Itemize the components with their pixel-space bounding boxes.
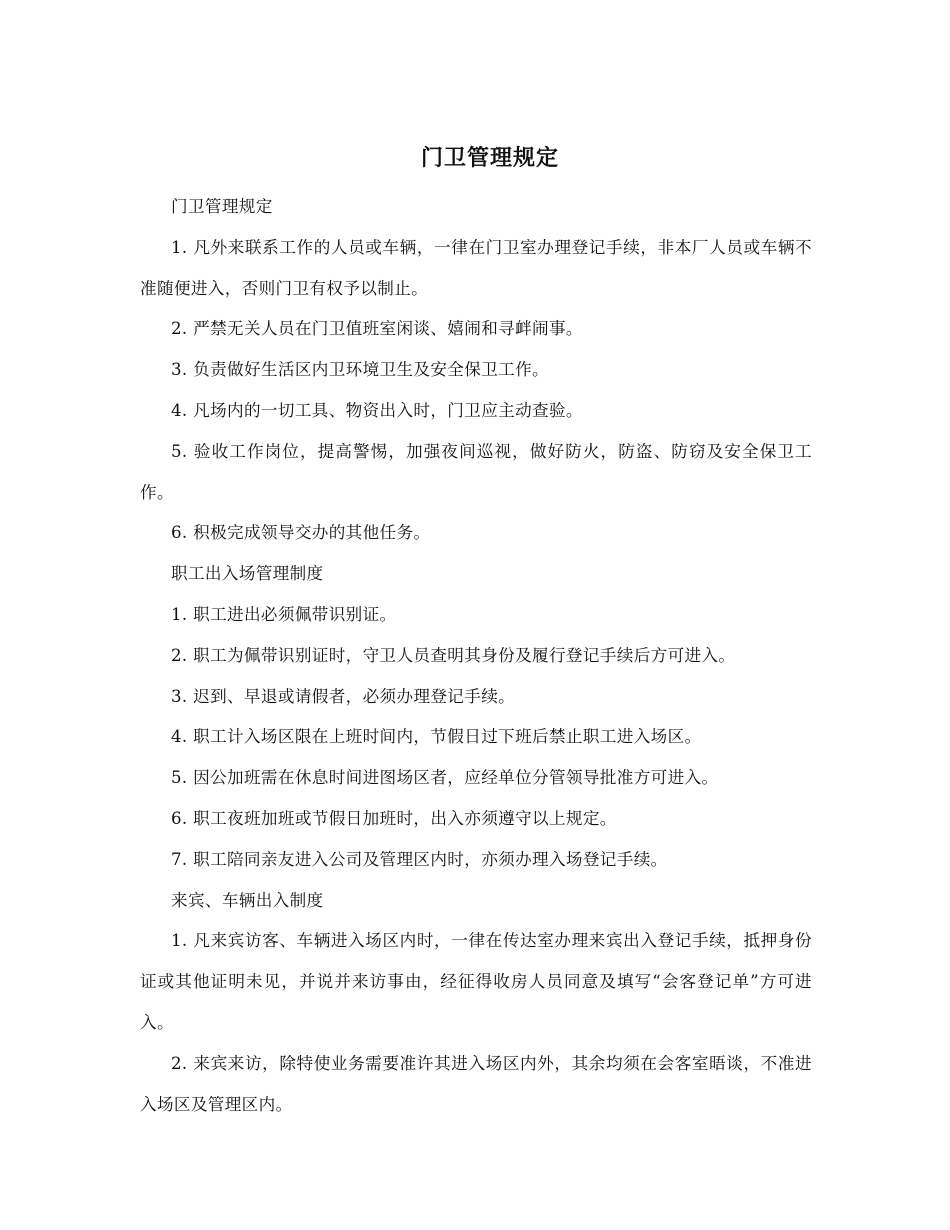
paragraph: 2. 严禁无关人员在门卫值班室闲谈、嬉闹和寻衅闹事。 xyxy=(171,319,583,339)
section-heading-visitors: 来宾、车辆出入制度 xyxy=(171,890,324,910)
paragraph: 4. 凡场内的一切工具、物资出入时，门卫应主动查验。 xyxy=(171,400,583,420)
section-heading-staff: 职工出入场管理制度 xyxy=(171,564,324,584)
paragraph: 1. 凡来宾访客、车辆进入场区内时，一律在传达室办理来宾出入登记手续，抵押身份证或其他证明未见，并说并来访事由，经征得收房人员同意及填写“会客登记单”方可进入。 xyxy=(140,931,812,1032)
paragraph: 3. 迟到、早退或请假者，必须办理登记手续。 xyxy=(171,686,516,706)
paragraph: 5. 验收工作岗位，提高警惕，加强夜间巡视，做好防火，防盗、防窃及安全保卫工作。 xyxy=(140,441,812,502)
paragraph: 5. 因公加班需在休息时间进图场区者，应经单位分管领导批准方可进入。 xyxy=(171,768,719,788)
paragraph: 2. 来宾来访，除特使业务需要准许其进入场区内外，其余均须在会客室晤谈，不准进入场区及管理区内。 xyxy=(140,1053,812,1114)
paragraph: 1. 职工进出必须佩带识别证。 xyxy=(171,604,397,624)
paragraph: 6. 积极完成领导交办的其他任务。 xyxy=(171,523,431,543)
paragraph: 2. 职工为佩带识别证时，守卫人员查明其身份及履行登记手续后方可进入。 xyxy=(171,645,736,665)
paragraph: 1. 凡外来联系工作的人员或车辆，一律在门卫室办理登记手续，非本厂人员或车辆不准随便进入，否则门卫有权予以制止。 xyxy=(140,237,812,298)
document-body xyxy=(140,187,812,1125)
document-title: 门卫管理规定 xyxy=(420,145,559,171)
paragraph: 3. 负责做好生活区内卫环境卫生及安全保卫工作。 xyxy=(171,360,549,380)
paragraph: 4. 职工计入场区限在上班时间内，节假日过下班后禁止职工进入场区。 xyxy=(171,727,702,747)
section-heading-gatekeeper: 门卫管理规定 xyxy=(171,197,273,216)
paragraph: 6. 职工夜班加班或节假日加班时，出入亦须遵守以上规定。 xyxy=(171,808,617,828)
paragraph: 7. 职工陪同亲友进入公司及管理区内时，亦须办理入场登记手续。 xyxy=(171,849,668,869)
